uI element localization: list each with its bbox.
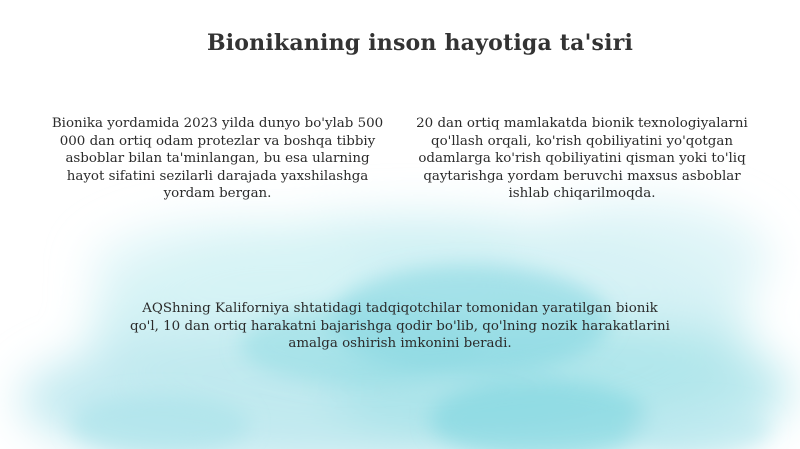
paragraph-vision-devices: 20 dan ortiq mamlakatda bionik texnologiyalarni qo'llash orqali, ko'rish qobiliyatini yo'qotgan odamlarga ko'rish qobiliyatini qisman yoki to'liq qaytarishga yordam beruvchi maxsus asboblar ishlab chiqarilmoqda. (416, 116, 748, 202)
paragraph-bionic-hand: AQShning Kaliforniya shtatidagi tadqiqotchilar tomonidan yaratilgan bionik qo'l, 10 dan ortiq harakatni bajarishga qodir bo'lib, qo'lning nozik harakatlarini amalga oshirish imkonini beradi. (130, 301, 670, 352)
paragraph-prosthetics: Bionika yordamida 2023 yilda dunyo bo'ylab 500 000 dan ortiq odam protezlar va boshqa tibbiy asboblar bilan ta'minlangan, bu esa ularning hayot sifatini sezilarli darajada yaxshilashga yordam bergan. (51, 116, 384, 202)
slide-title: Bionikaning inson hayotiga ta'siri (206, 30, 634, 56)
